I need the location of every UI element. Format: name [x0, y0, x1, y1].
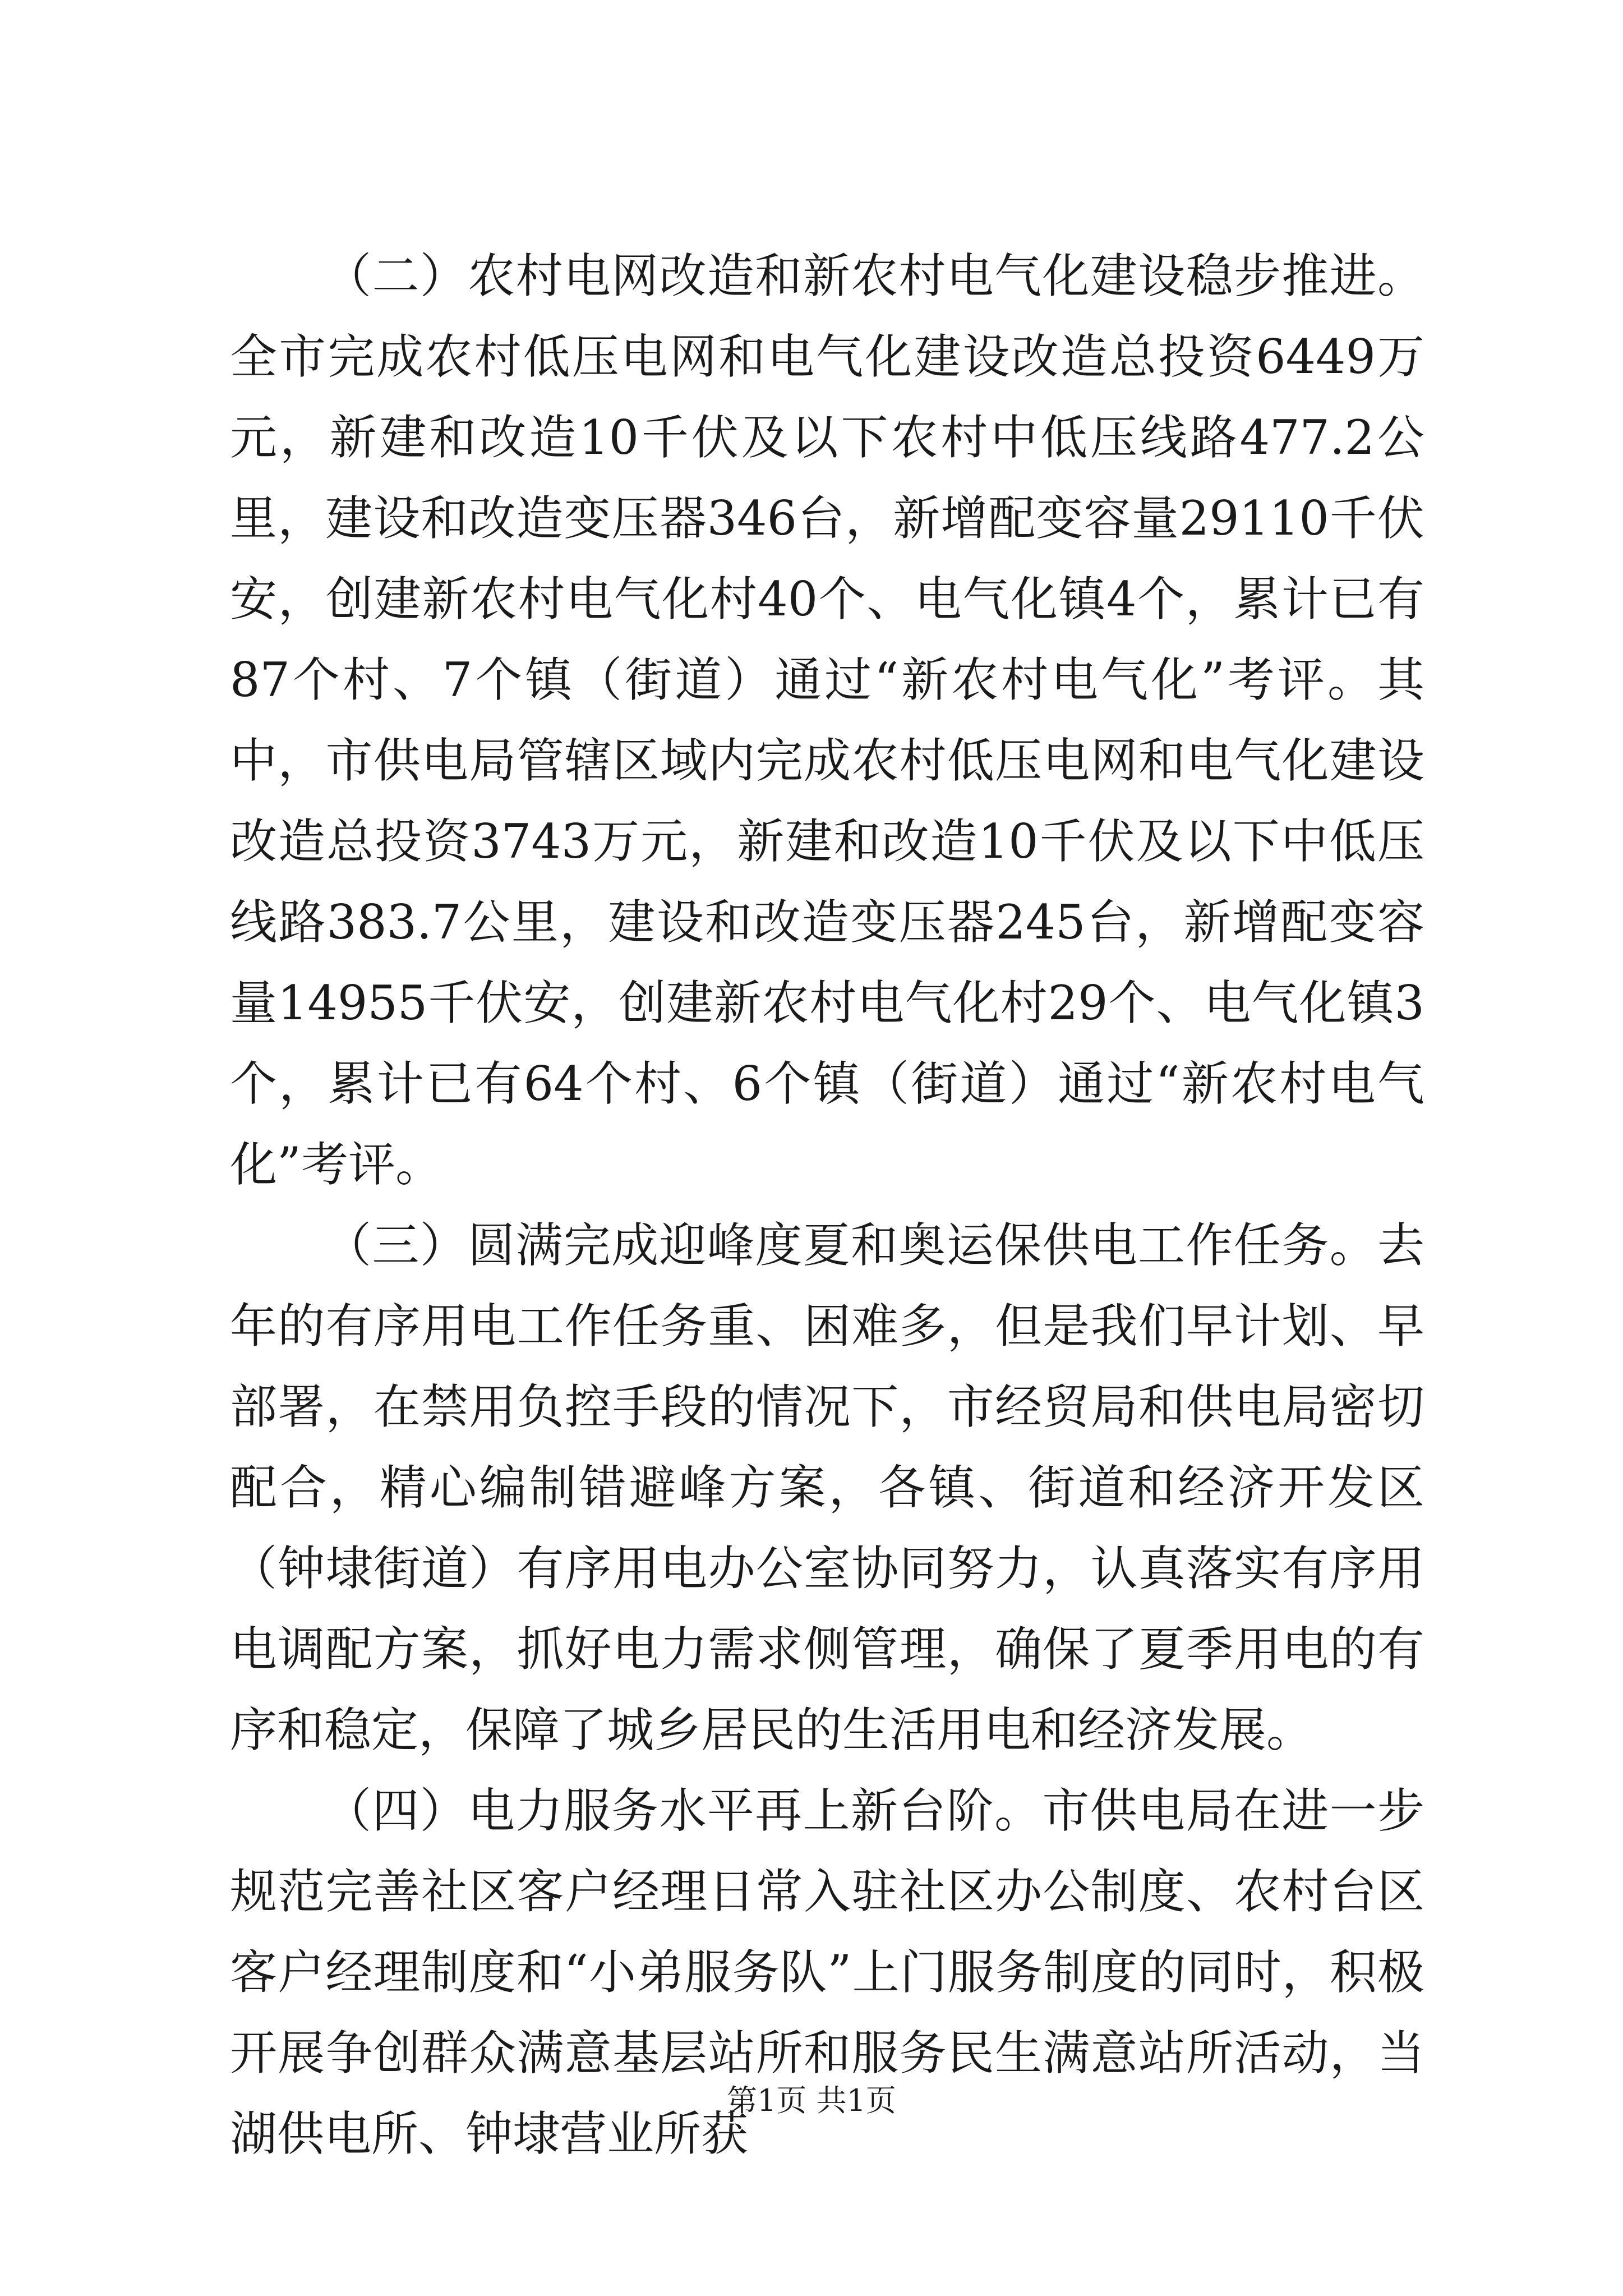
page-footer: 第1页 共1页	[727, 2083, 896, 2118]
paragraph-service-level: （四）电力服务水平再上新台阶。市供电局在进一步规范完善社区客户经理日常入驻社区办公制度、农村台区客户经理制度和“小弟服务队”上门服务制度的同时，积极开展争创群众满意基层站所和服务民生满意站所活动，当湖供电所、钟埭营业所获	[230, 1783, 1424, 2161]
paragraph-rural-grid: （二）农村电网改造和新农村电气化建设稳步推进。全市完成农村低压电网和电气化建设改造总投资6449万元，新建和改造10千伏及以下农村中低压线路477.2公里，建设和改造变压器346台，新增配变容量29110千伏安，创建新农村电气化村40个、电气化镇4个，累计已有87个村、7个镇（街道）通过“新农村电气化”考评。其中，市供电局管辖区域内完成农村低压电网和电气化建设改造总投资3743万元，新建和改造10千伏及以下中低压线路383.7公里，建设和改造变压器245台，新增配变容量14955千伏安，创建新农村电气化村29个、电气化镇3个，累计已有64个村、6个镇（街道）通过“新农村电气化”考评。	[230, 249, 1424, 1192]
document-body	[230, 236, 1424, 2174]
paragraph-peak-summer-supply: （三）圆满完成迎峰度夏和奥运保供电工作任务。去年的有序用电工作任务重、困难多，但是我们早计划、早部署，在禁用负控手段的情况下，市经贸局和供电局密切配合，精心编制错避峰方案，各镇、街道和经济开发区（钟埭街道）有序用电办公室协同努力，认真落实有序用电调配方案，抓好电力需求侧管理，确保了夏季用电的有序和稳定，保障了城乡居民的生活用电和经济发展。	[230, 1218, 1424, 1757]
